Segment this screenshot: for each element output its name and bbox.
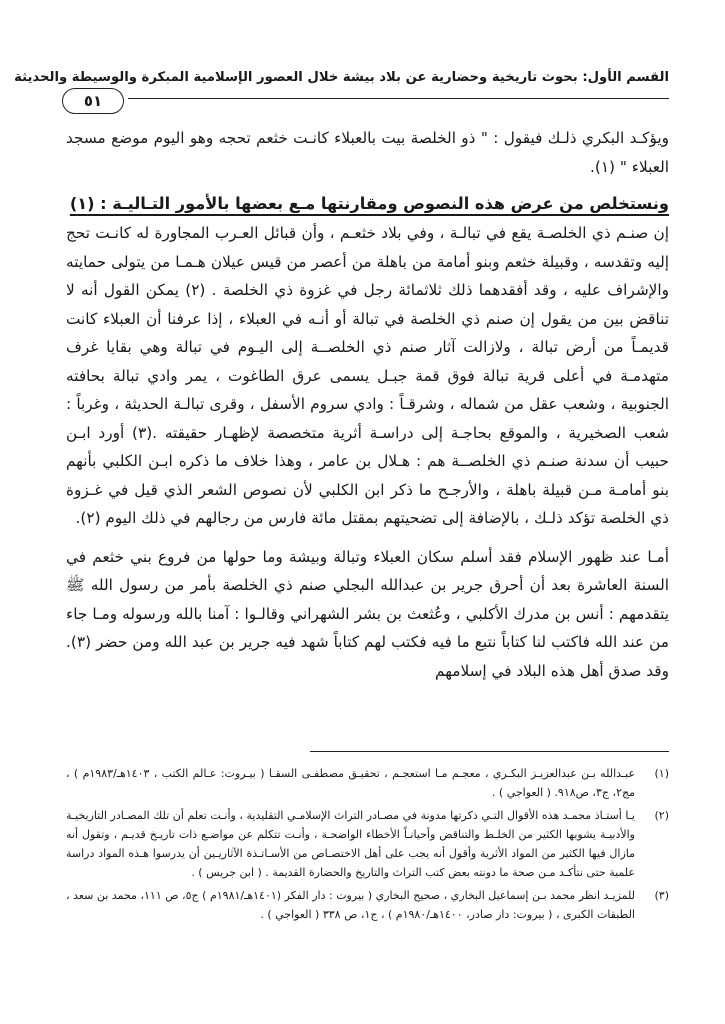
footnote bbox=[66, 806, 669, 882]
footnote bbox=[66, 886, 669, 924]
footnotes bbox=[66, 764, 669, 928]
footnote bbox=[66, 764, 669, 802]
footnote-number: (١) bbox=[654, 767, 669, 780]
footnote-text: للمزيـد انظر محمد بـن إسماعيل البخاري ، صحيح البخاري ( بيروت : دار الفكر (١٤٠١هـ/١٩٨١م ) ج٥، ص ١١١، محمد بن سعد ، الطبقات الكبرى ، ( بيروت: دار صادر، ١٤٠٠هـ/١٩٨٠م ) ، ج١، ص ٣٣٨ ( العواجي ) . bbox=[66, 889, 635, 921]
header-rule bbox=[128, 98, 669, 99]
main-text bbox=[66, 124, 669, 685]
footnote-number: (٢) bbox=[654, 809, 669, 822]
running-header-title: القسم الأول: بحوث تاريخية وحضارية عن بلاد بيشة خلال العصور الإسلامية المبكرة والوسيطة والحديثة bbox=[14, 70, 669, 85]
paragraph-islam: أمـا عند ظهور الإسلام فقد أسلم سكان العبلاء وتبالة وبيشة وما حولها من فروع بني خثعم في السنة العاشرة بعد أن أحرق جرير بن عبدالله البجلي صنم ذي الخلصة بأمر من رسول الله ﷺ يتقدمهم : أنس بن مدرك الأكلبي ، وعُثعث بن بشر الشهراني وقالـوا : آمنا بالله ورسوله ومـا جاء من عند الله فاكتب لنا كتاباً نتبع ما فيه فكتب لهم كتاباً شهد فيه جرير بن عبد الله ومن حضر (٣). وقد صدق أهل هذه البلاد في إسلامهم bbox=[66, 547, 669, 680]
paragraph-findings: إن صنـم ذي الخلصـة يقع في تبالـة ، وفي بلاد خثعـم ، وأن قبائل العـرب المجاورة له كانـت تحج إليه وتقدسه ، وقبيلة خثعم وبنو أمامة من باهلة من أعصر من قيس عيلان هـمـا من يتولى حمايته والإشراف عليه ، وقد أفقدهما ذلك ثلاثمائة رجل في غزوة ذي الخلصة . (٢) يمكن القول أنه لا تناقض بين من يقول إن صنم ذي الخلصة في تبالة أو أنـه في العبلاء ، إذا عرفنا أن العبلاء كانت قديمـاً من أرض تبالة ، ولازالت آثار صنم ذي الخلصــة إلى اليـوم في تبالة وهي بقايا غرف متهدمـة في أعلى قرية تبالة فوق قمة جبـل يسمى عرق الطاغوت ، يمر وادي تبالة بحافته الجنوبية ، وشعب عقل من شماله ، وشرقـاً : وادي سروم الأسفل ، وقرى تبالـة الحديثة ، وغرباً : شعب الصخيرية ، والموقع بحاجـة إلى دراسـة أثرية متخصصة لإظهـار حقيقته .(٣) أورد ابـن حبيب أن سدنة صنـم ذي الخلصــة هم : هـلال بن عامر ، وهذا خلاف ما ذكره ابـن الكلبي بأنهم بنو أمامـة مـن قبيلة باهلة ، والأرجـح ما ذكر ابن الكلبي لأن نصوص الشعر الذي قيل في غـزوة ذي الخلصة تؤكد ذلـك ، بالإضافة إلى تضحيتهم بمقتل مائة فارس من رجالهم في ذلك اليوم (٢). bbox=[66, 224, 669, 527]
footnote-separator bbox=[310, 751, 669, 752]
footnote-text: عبـدالله بـن عبدالعزيـز البكـري ، معجـم مـا استعجـم ، تحقيـق مصطفـى السقـا ( بيـروت: عـالم الكتب ، ١٤٠٣هـ/١٩٨٣م ) ، مج٢، ج٣، ص٩١٨. ( العواجي ) . bbox=[66, 767, 636, 799]
paragraph-intro: ويؤكـد البكري ذلـك فيقول : " ذو الخلصة بيت بالعبلاء كانـت خثعم تحجه وهو اليوم موضع مسجد العبلاء " (١). bbox=[66, 129, 669, 176]
footnote-text: يـا أستـاذ محمـد هذه الأقوال التـي ذكرتها مدونة في مصـادر التراث الإسلامـي التقليدية ، وأنـت تعلم أن تلك المصـادر التاريخيـة والأدبيـة يشوبها الكثير من الخلـط والتناقض وأحيانـاً الأخطاء الواضحـة ، وأنـت تتكلم عن مواضـع ذات تاريـخ قديـم ، وتقول أنه مازال فيها الكثير من المواد الأثرية وأقول أنه يجب على أهل الاختصـاص من الأسـاتـذة الآثاريـين أن يدرسوا هـذه المواد دراسة علمية حتى نتأكـد مـن صحة ما دونته بعض كتب التراث والتاريخ والحضارة القديمة . ( ابن جريس ) . bbox=[66, 809, 635, 879]
page-number: ٥١ bbox=[62, 88, 124, 114]
page-header bbox=[14, 60, 669, 114]
footnote-number: (٣) bbox=[654, 889, 669, 902]
section-heading: ونستخلص من عرض هذه النصوص ومقارنتها مـع بعضها بالأمور التـاليـة : (١) bbox=[69, 194, 669, 213]
